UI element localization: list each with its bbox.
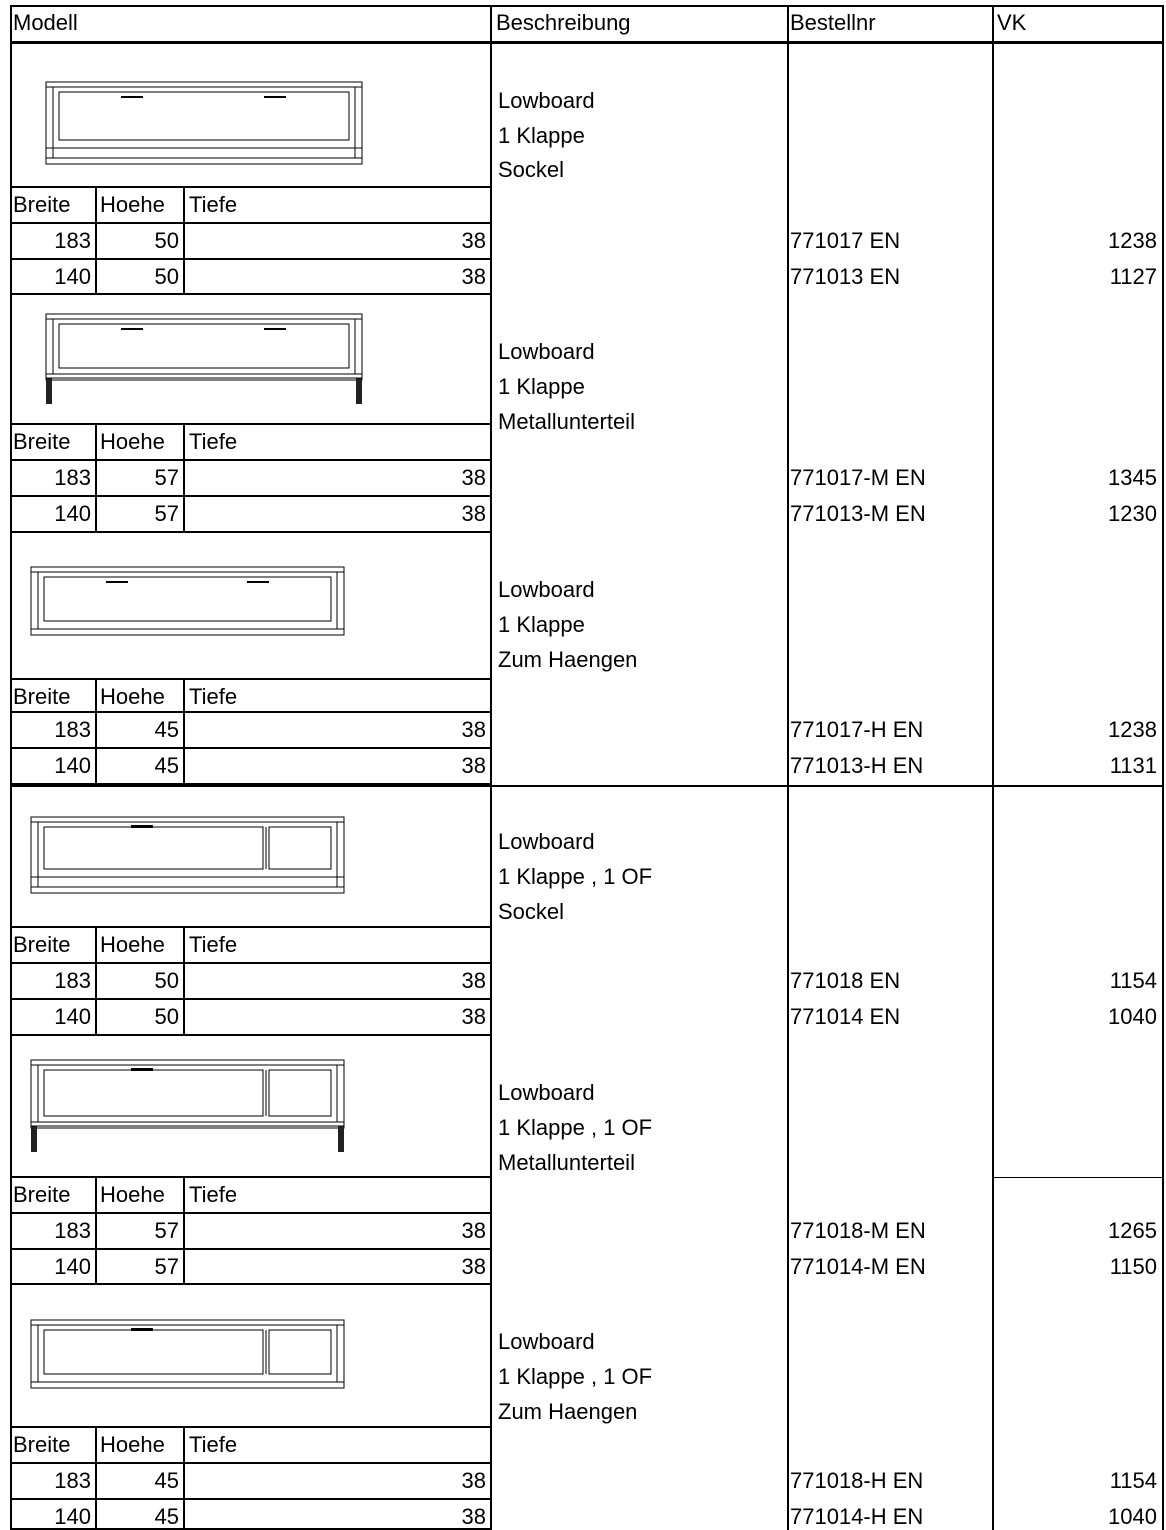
description-line: Metallunterteil — [498, 409, 635, 434]
flap-door — [59, 324, 349, 368]
description-line: 1 Klappe — [498, 123, 585, 148]
description-line: 1 Klappe , 1 OF — [498, 864, 653, 889]
cell-tiefe: 38 — [461, 501, 486, 526]
cell-hoehe: 57 — [154, 1254, 179, 1279]
description-line: Lowboard — [498, 577, 595, 602]
header-vk: VK — [997, 10, 1027, 35]
description-line: Sockel — [498, 899, 565, 924]
dim-header-border — [10, 926, 490, 928]
cell-vk: 1127 — [1109, 264, 1157, 289]
dim-row-border — [10, 1034, 490, 1036]
cell-hoehe: 45 — [154, 1468, 179, 1493]
dim-row-border — [10, 222, 490, 224]
handle-icon — [264, 328, 286, 330]
dim-header-hoehe: Hoehe — [100, 1182, 165, 1207]
dim-row-border — [10, 1498, 490, 1500]
metal-leg-icon — [356, 378, 362, 404]
cabinet-outline — [31, 817, 344, 893]
cell-hoehe: 57 — [154, 465, 179, 490]
cell-breite: 183 — [54, 465, 91, 490]
cell-breite: 140 — [54, 264, 91, 289]
description-line: Lowboard — [498, 88, 595, 113]
cell-vk: 1238 — [1108, 717, 1157, 742]
lowboard-drawing-icon — [30, 565, 345, 637]
cell-tiefe: 38 — [461, 1218, 486, 1243]
dim-row-border — [10, 258, 490, 260]
handle-icon — [247, 581, 269, 583]
cell-bestellnr: 771018 EN — [790, 968, 901, 993]
dim-header-breite: Breite — [13, 192, 71, 217]
cell-tiefe: 38 — [461, 968, 486, 993]
cell-bestellnr: 771018-M EN — [790, 1218, 926, 1243]
cell-vk: 1230 — [1108, 501, 1157, 526]
cell-breite: 183 — [54, 717, 91, 742]
description-line: Zum Haengen — [498, 1399, 638, 1424]
cell-breite: 140 — [54, 1254, 91, 1279]
dim-header-tiefe: Tiefe — [189, 1182, 238, 1207]
cell-vk: 1265 — [1108, 1218, 1157, 1243]
dim-header-tiefe: Tiefe — [189, 192, 238, 217]
metal-leg-icon — [46, 378, 52, 404]
cell-vk: 1150 — [1109, 1254, 1157, 1279]
header-modell: Modell — [13, 10, 78, 35]
dim-row-border — [10, 531, 490, 533]
description-line: Lowboard — [498, 1329, 595, 1354]
cabinet-outline — [46, 82, 362, 164]
flap-door — [44, 1330, 263, 1374]
cell-hoehe: 45 — [154, 753, 179, 778]
dim-row-border — [10, 495, 490, 497]
cell-vk: 1040 — [1108, 1004, 1157, 1029]
dim-header-hoehe: Hoehe — [100, 932, 165, 957]
divider-beschreibung-bestellnr — [787, 5, 789, 1530]
dim-row-border — [10, 1248, 490, 1250]
cell-vk: 1131 — [1109, 753, 1157, 778]
handle-icon — [121, 328, 143, 330]
lowboard-drawing-icon — [45, 312, 363, 408]
cell-hoehe: 50 — [154, 264, 179, 289]
header-bestellnr: Bestellnr — [790, 10, 876, 35]
handle-icon — [264, 96, 286, 98]
cell-breite: 140 — [54, 501, 91, 526]
flap-door — [44, 827, 263, 869]
cell-bestellnr: 771014 EN — [790, 1004, 901, 1029]
dim-row-border — [10, 1283, 490, 1285]
cell-bestellnr: 771013 EN — [790, 264, 901, 289]
right-border — [1162, 5, 1164, 1530]
cell-tiefe: 38 — [461, 228, 486, 253]
cell-bestellnr: 771014-M EN — [790, 1254, 926, 1279]
dim-row-border — [10, 962, 490, 964]
dim-header-breite: Breite — [13, 1182, 71, 1207]
cell-tiefe: 38 — [461, 264, 486, 289]
cell-vk: 1154 — [1109, 1468, 1157, 1493]
header-bottom-border — [10, 41, 1164, 44]
header-beschreibung: Beschreibung — [496, 10, 631, 35]
cell-breite: 183 — [54, 1468, 91, 1493]
open-shelf — [269, 1070, 331, 1116]
description-line: Lowboard — [498, 829, 595, 854]
cell-breite: 140 — [54, 1004, 91, 1029]
dim-header-tiefe: Tiefe — [189, 932, 238, 957]
dim-header-tiefe: Tiefe — [189, 684, 238, 709]
vk-thin-line — [992, 1177, 1162, 1178]
cell-hoehe: 57 — [154, 1218, 179, 1243]
dim-header-border — [10, 678, 490, 680]
flap-door — [59, 92, 349, 140]
flap-door — [44, 577, 331, 621]
dim-header-hoehe: Hoehe — [100, 192, 165, 217]
divider-modell-beschreibung — [490, 5, 492, 1530]
dim-header-hoehe: Hoehe — [100, 1432, 165, 1457]
cell-breite: 183 — [54, 1218, 91, 1243]
dim-header-border — [10, 1426, 490, 1428]
lowboard-drawing-icon — [30, 815, 345, 895]
cell-vk: 1040 — [1108, 1504, 1157, 1529]
description-line: Lowboard — [498, 1080, 595, 1105]
metal-leg-icon — [31, 1126, 37, 1152]
dim-header-breite: Breite — [13, 429, 71, 454]
dim-header-tiefe: Tiefe — [189, 429, 238, 454]
open-shelf — [269, 1330, 331, 1374]
description-line: 1 Klappe — [498, 612, 585, 637]
cell-bestellnr: 771013-M EN — [790, 501, 926, 526]
cell-tiefe: 38 — [461, 717, 486, 742]
lowboard-drawing-icon — [30, 1318, 345, 1390]
cell-breite: 140 — [54, 753, 91, 778]
dim-header-border — [10, 186, 490, 188]
description-line: Sockel — [498, 157, 565, 182]
dim-header-hoehe: Hoehe — [100, 429, 165, 454]
handle-icon — [106, 581, 128, 583]
dim-row-border — [10, 1462, 490, 1464]
cell-bestellnr: 771013-H EN — [790, 753, 924, 778]
header-top-border — [10, 5, 1164, 7]
cell-bestellnr: 771017-H EN — [790, 717, 924, 742]
description-line: 1 Klappe — [498, 374, 585, 399]
cell-breite: 183 — [54, 228, 91, 253]
description-line: 1 Klappe , 1 OF — [498, 1115, 653, 1140]
dim-header-border — [10, 423, 490, 425]
cell-tiefe: 38 — [461, 465, 486, 490]
description-line: 1 Klappe , 1 OF — [498, 1364, 653, 1389]
cell-bestellnr: 771018-H EN — [790, 1468, 924, 1493]
dim-header-breite: Breite — [13, 932, 71, 957]
cell-tiefe: 38 — [461, 1504, 486, 1529]
cell-breite: 183 — [54, 968, 91, 993]
dim-row-border — [10, 998, 490, 1000]
lowboard-drawing-icon — [30, 1058, 345, 1156]
cell-bestellnr: 771017-M EN — [790, 465, 926, 490]
lowboard-drawing-icon — [45, 80, 363, 166]
cell-bestellnr: 771014-H EN — [790, 1504, 924, 1529]
group-separator — [10, 785, 1164, 787]
description-line: Lowboard — [498, 339, 595, 364]
dim-header-border — [10, 1176, 490, 1178]
cell-hoehe: 50 — [154, 1004, 179, 1029]
dim-row-border — [10, 459, 490, 461]
dim-header-breite: Breite — [13, 684, 71, 709]
open-shelf — [269, 827, 331, 869]
cell-vk: 1345 — [1108, 465, 1157, 490]
cell-bestellnr: 771017 EN — [790, 228, 901, 253]
dim-row-border — [10, 1212, 490, 1214]
cell-tiefe: 38 — [461, 1254, 486, 1279]
cell-tiefe: 38 — [461, 753, 486, 778]
dim-row-border — [10, 293, 490, 295]
cell-hoehe: 45 — [154, 717, 179, 742]
cell-tiefe: 38 — [461, 1468, 486, 1493]
handle-icon — [131, 1068, 153, 1071]
handle-icon — [121, 96, 143, 98]
cell-breite: 140 — [54, 1504, 91, 1529]
cell-hoehe: 50 — [154, 228, 179, 253]
cell-vk: 1154 — [1109, 968, 1157, 993]
cell-tiefe: 38 — [461, 1004, 486, 1029]
dim-row-border — [10, 711, 490, 713]
cell-hoehe: 50 — [154, 968, 179, 993]
dim-header-breite: Breite — [13, 1432, 71, 1457]
cell-hoehe: 45 — [154, 1504, 179, 1529]
dim-header-hoehe: Hoehe — [100, 684, 165, 709]
description-line: Metallunterteil — [498, 1150, 635, 1175]
description-line: Zum Haengen — [498, 647, 638, 672]
cell-hoehe: 57 — [154, 501, 179, 526]
dim-header-tiefe: Tiefe — [189, 1432, 238, 1457]
handle-icon — [131, 1328, 153, 1331]
metal-leg-icon — [338, 1126, 344, 1152]
handle-icon — [131, 825, 153, 828]
flap-door — [44, 1070, 263, 1116]
dim-row-border — [10, 747, 490, 749]
cell-vk: 1238 — [1108, 228, 1157, 253]
